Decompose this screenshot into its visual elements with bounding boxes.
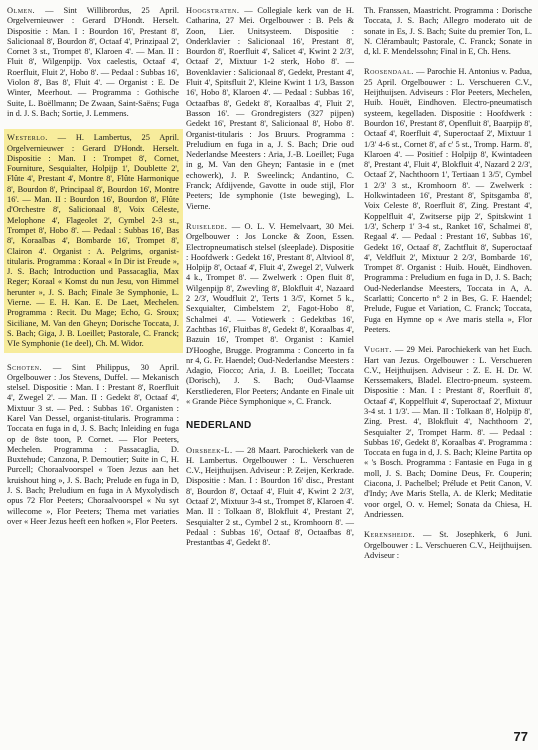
entry-vught [364, 345, 532, 520]
column-3 [364, 6, 532, 561]
place-name: Schoten. [7, 362, 43, 372]
entry-ruiselede [186, 222, 354, 407]
entry-hoogstraten [186, 6, 354, 212]
entry-text: — Collegiale kerk van de H. Catharina, 27 Mei. Orgelbouwer : B. Pels & Zoon, Lier. Unitsysteem. Dispositie : Onderklavier : Salicionaal 16', Prestant 8', Bourdon 8', Roerfluit 4', Salicet 4', Kwint 2 2/3', Octaaf 2', Mixtuur 1-2 sterk, Hobo 8'. — Bovenklavier : Salicionaal 8', Gedekt, Prestant 4', Fluit 4', Spitsfluit 2', Kleine Kwint 1 1/3, Basson 16', Hobo 8', Klaroen 4'. — Pedaal : Subbas 16', Octaafbas 8', Gedekt 8', Koraalbas 4', Fluit 2', Basson 16'. — Grondregisters (327 pijpen) Gedekt 16', Prestant 8', Salicionaal 8', Hobo 8'. Organist-titularis : Jos Bruurs. Programma : Preludium en fuga in a, J. S. Bach; Drie oud Nederlandse Meesters : Aria, J.-B. Loeillet; Fuga in g, M. Van den Gheyn; Fantasie in e (met echowerk), J. P. Sweelinck; Andantino, C. Franck; Afdijvende, Gavotte in oude stijl, Flor Peeters; Ide symphonie (1ste beweging), L. Vierne. [186, 6, 354, 211]
entry-text: — Parochie H. Antonius v. Padua, 25 April. Orgelbouwer : L. Verschueren C.V., Heijthuijsen. Adviseurs : Flor Peeters, Mechelen, Huib. Houët, Eindhoven. Electro-pneumatisch systeem, kegelladen. Dispositie : Hoofdwerk : Bourdon 16', Prestant 8', Openfluit 8', Baarpijp 8', Octaaf 4', Roerfluit 4', Superoctaaf 2', Mixtuur 1 1/3' 4-6 st., Cornet 8', af c' 5 st., Tromp. Harm. 8', Klaroen 4'. — Positief : Holpijp 8', Kwintadeen 8', Prestant 4', Fluit 4', Blokfluit 4', Nazard 2 2/3', Octaaf 2', Nachthoorn 1', Tertiaan 1 3/5', Cymbel 1 2/3' 3 st., Kromhoorn 8'. — Zwelwerk : Holkwintadeen 16', Prestant 8', Spitsgamba 8', Voix Celeste 8', Roerfluit 8', Zing. Prestant 4', Koppelfluit 4', Zwitserse pijp 2', Spitskwint 1 1/3', Scherp 1' 3-4 st., Ranket 16', Schalmei 8', Regaal 4'. — Pedaal : Prestant 16', Subbas 16', Gedekt 16', Octaaf 8', Zachtfluit 8', Superoctaaf 4', Veldfluit 2', Mixtuur 2 2/3', Bombarde 16', Trompet 8'. Organist : Huib. Houët, Eindhoven. Programma : Preludium en fuga in D, J. S. Bach; Oud-Nederlandse Meesters, Toccata in A, A. Scarlatti; Concerto n° 2 in Bes, G. F. Haendel; Prelude, Fugue et Variation, C. Franck; Toccata, Fuga en Hymne op « Ave maris stella », Flor Peeters. [364, 67, 532, 334]
place-name: Roosendaal. [364, 67, 414, 77]
entry-roosendaal [364, 67, 532, 335]
entry-westerlo-highlighted [4, 129, 183, 352]
column-1 [7, 6, 179, 527]
entry-oirsbeek [186, 446, 354, 549]
page-number: 77 [513, 728, 528, 744]
place-name: Hoogstraten. [186, 6, 240, 15]
entry-text: — St. Josephkerk, 6 Juni. Orgelbouwer : L. Verschueren C.V., Heijthuijsen. Adviseur : [364, 530, 533, 560]
place-name: Westerlo. [7, 133, 48, 143]
entry-text: — Sint Philippus, 30 April. Orgelbouwer : Jos Stevens, Duffel. — Mekanisch stelsel. Dispositie : Man. I : Prestant 8', Roerfluit 4', Zwegel 2'. — Man. II : Gedekt 8', Octaaf 4', Mixtuur 3 st. — Ped. : Subbas 16'. Organisten : Karel Van Dessel, organist-titularis. Programma : Toccata en fuga in d, J. S. Bach; Inleiding en fuga op de 8ste toon, P. Cornet. — Flor Peeters, Mechelen. Programma : Passacaglia, D. Buxtehude; Canzona, P. Demoutier; Suite in C, H. Purcell; Choraalvoorspel « Toen Jezus aan het kruishout hing », J. S. Bach; Prelude en fuga in D, J. S. Bach; Preludium en fuga in A Myxolydisch opus 72 Flor Peeters; Choraalvoorspel « Nu syt willecome », Flor Peeters; Thema met variaties over « Heer Jezus heeft een hofken », Flor Peeters. [7, 362, 179, 526]
place-name: Kerensheide. [364, 530, 416, 540]
place-name: Oirsbeek-L. [186, 445, 233, 455]
entry-olmen [7, 6, 179, 119]
entry-text: Th. Franssen, Maastricht. Programma : Dorische Toccata, J. S. Bach; Allegro moderato uit de sonate in Es, J. S. Bach; Suite du premier Ton, L. N. Clérambault; Pastorale, C. Franck; Sonate in d, kl. F. Mendelssohn; Final in E, Ch. Hens. [364, 6, 532, 57]
entry-text: — 29 Mei. Parochiekerk van het Euch. Hart van Jezus. Orgelbouwer : L. Verschueren C.V., Heijthuijsen. Adviseur : Z. E. H. Dr. W. Kerssemakers, Bladel. Electro-pneum. systeem. Dispositie : Man. I : Prestant 8', Roerfluit 8', Octaaf 4', Koppelfluit 4', Superoctaaf 2', Mixtuur 3-4 st. 1 1/3'. — Man. II : Tolkaan 8', Holpijp 8', Zing. Prest. 4', Blokfluit 4', Nachthoorn 2', Sesquialter 2', Trompet Harm. 8'. — Pedaal : Subbas 16', Gedekt 8', Koraalbas 4'. Programma : Toccata en fuga in d, J. S. Bach; Kleine Partita op « 's Bosch. Programma : Fantasie en Fuga in g moll, J. S. Bach; Domine Deus, Fr. Couperin; Ciacona, J. Pachelbel; Prélude et Petit Canon, V. d'Indy; Ave Maris Stella, A. de Klerk; Meditatie voor orgel, O. v. Hemel; Sonata da Chiesa, H. Andriessen. [364, 345, 532, 519]
entry-continued [364, 6, 532, 57]
place-name: Olmen. [7, 6, 36, 15]
entry-text: — H. Lambertus, 25 April. Orgelvernieuwer : Gerard D'Hondt. Herselt. Dispositie : Man. I : Trompet 8', Cornet, Fourniture, Sesquialter, Holpijp 1', Doublette 2', Flûte 4', Prestant 4', Montre 8', Flûte Harmonique 8', Bourdon 8', Principaal 8', Bourdon 16', Montre 16'. — Man. II : Bourdon 16', Bourdon 8', Flûte d'Orchestre 8', Salicionaal 8', Voix Céleste, Melophone 4', Flageolet 2', Cymbel 2-3 st., Trompet 8', Hobo 8'. — Pedaal : Subbas 16', Bas 8', Koraalbas 4', Bombarde 16', Trompet 8', Clairon 4'. Organist : A. Pelgrims, organist-titularis. Programma : Koraal « In Dir ist Freude », J. S. Bach; Introduction und Passacaglia, Max Reger; Koraal « Komst du nun Jesu, von Himmel herunter », J. S. Bach; Finale 3e Symphonie, L. Vierne. — E. H. Kan. E. De Laet, Mechelen. Programma : Recit. Du Mage; Echo, G. Sroux; Siciliane, M. Van den Gheyn; Dorische Toccata, J. S. Bach; Giga, J. B. Loeillet; Pastorale, C. Franck; VIe Symphonie (1e deel), Ch. M. Widor. [7, 133, 180, 349]
entry-text: — O. L. V. Hemelvaart, 30 Mei. Orgelbouwer : Jos Loncke & Zoon, Essen. Electropneumatisch stelsel (sleeplade). Dispositie : Hoofdwerk : Gedekt 16', Prestant 8', Altviool 8', Holpijp 8', Octaaf 4', Fluit 4', Zwegel 2', Vulwerk 4 k., Trompet 8'. — Zwelwerk : Open fluit 8', Wilgenpijp 8', Zwevling 8', Blokfluit 4', Nazaard 2 2/3', Woudfluit 2', Terts 1 3/5', Kornet 5 k., Sexquialter, Cimbelstem 2', Fagot-Hobo 8', Schalmei 4'. — Votiewerk : Gedektbas 16', Zachtbas 16', Fluitbas 8', Gedekt 8', Koraalbas 4', Bazuin 16', Trompet 8'. Organist : Kamiel D'Hooghe, Brugge. Programma : Concerto in fa nr 4, G. Fr. Haendel; Oud-Nederlandse Meesters : Adagio, Fiocco; Aria, J. B. Loeillet; Toccata (Dorisch), J. S. Bach; Oud-Vlaamse Kerstliederen, Flor Peeters; Andante en Finale uit « Grande Pièce Symphonique », C. Franck. [186, 221, 354, 406]
place-name: Ruiselede. [186, 221, 228, 231]
entry-text: — Sint Willibrordus, 25 April. Orgelvernieuwer : Gerard D'Hondt. Herselt. Dispositie : Man. I : Bourdon 16', Prestant 8', Salicionaal 8', Bourdon 8', Octaaf 4', Prinzipaal 2', Cornet 3 st., Trompet 8', Klaroen 4'. — Man. II : Fluit 8', Wilgenpijp. Vox caelestis, Octaaf 4', Roerfluit, Fluit 2', Hobo 8'. — Pedaal : Subbas 16', Violon 8', Bas 8', Fluit 4'. — Organist : E. De Winter, Meerhout. — Programma : Gothische Suite, L. Boëllmann; De Zwaan, Saint-Saëns; Fuga in d. J. S. Bach; Sortie, J. Lemmens. [7, 6, 180, 118]
section-heading-nederland: NEDERLAND [186, 420, 252, 432]
entry-text: — 28 Maart. Parochiekerk van de H. Lambertus. Orgelbouwer : L. Verschueren C.V., Heijthuijsen. Adviseur : P. Zeijen, Kerkrade. Dispositie : Man. I : Bourdon 16' disc., Prestant 8', Bourdon 8', Octaaf 4', Fluit 4', Kwint 2 2/3', Octaaf 2', Mixtuur 3-4 st., Trompet 8', Klaroen 4'. Man. II : Tolkaan 8', Blokfluit 4', Prestant 2', Sesquialter 2 st., Cymbel 2 st., Kromhoorn 8'. — Pedaal : Subbas 16', Octaaf 8', Octaafbas 8', Prestantbas 4', Gedekt 8'. [186, 445, 354, 548]
column-2 [186, 6, 354, 549]
entry-kerensheide [364, 530, 532, 561]
place-name: Vught. [364, 345, 392, 355]
entry-schoten [7, 363, 179, 528]
